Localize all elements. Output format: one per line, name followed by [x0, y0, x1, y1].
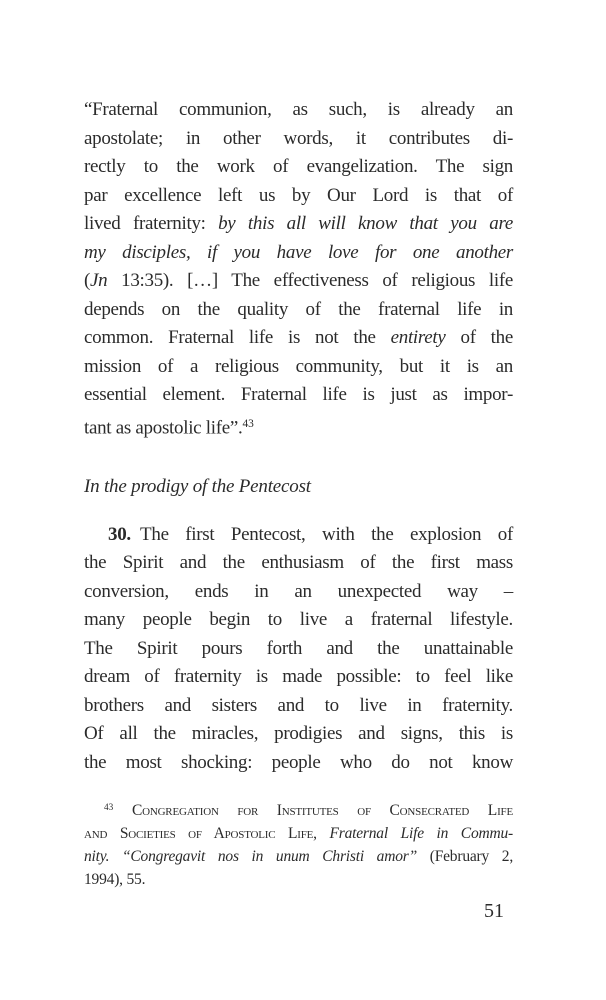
text-line [84, 606, 513, 635]
text-line [84, 153, 513, 182]
text-segment: par excellence left us by Our Lord is that of [84, 184, 513, 206]
text-line [84, 125, 513, 154]
text-segment: by this all will know that you are [218, 213, 513, 234]
text-segment: (February 2, [417, 848, 514, 866]
text-segment: many people begin to live a fraternal lifestyle. [84, 609, 513, 631]
text-segment: rectly to the work of evangelization. The sign [84, 156, 513, 177]
text-line [84, 720, 513, 749]
text-segment: 13:35). […] The effectiveness of religious life [107, 270, 513, 291]
text-line [84, 521, 513, 550]
text-segment: Fraternal Life in Commu- [329, 825, 513, 843]
text-line [84, 239, 513, 268]
text-segment: , [313, 825, 330, 843]
text-line [84, 822, 513, 845]
quote-paragraph [84, 96, 513, 442]
footnote [84, 797, 513, 891]
text-segment: tant as apostolic life”. [84, 416, 243, 438]
text-line [84, 578, 513, 607]
paragraph-30 [84, 521, 513, 778]
text-segment: Of all the miracles, prodigies and signs, this is [84, 723, 513, 745]
text-line [84, 210, 513, 239]
text-line [84, 692, 513, 721]
text-segment: entirety [390, 327, 446, 348]
text-line [84, 324, 513, 353]
text-segment: 43 [104, 803, 114, 814]
text-segment: The first Pentecost, with the explosion of [130, 523, 513, 545]
text-line [84, 749, 513, 778]
text-line [84, 353, 513, 382]
text-segment: 43 [242, 417, 254, 430]
text-line [84, 182, 513, 211]
text-segment: common. Fraternal life is not the [84, 327, 391, 348]
text-line [84, 549, 513, 578]
text-segment: “Fraternal communion, as such, is already an [84, 99, 513, 120]
text-segment: apostolate; in other words, it contributes di- [84, 127, 513, 149]
text-line [84, 663, 513, 692]
text-segment: essential element. Fraternal life is just as impor- [84, 384, 513, 405]
text-line [84, 635, 513, 664]
text-segment: mission of a religious community, but it is an [84, 355, 513, 377]
text-segment: nity. “Congregavit nos in unum Christi amor” [84, 848, 418, 866]
text-line [84, 797, 513, 822]
text-segment: Congregation for Institutes of Consecrated Life [131, 802, 513, 820]
text-segment: of the [445, 327, 513, 348]
text-line [84, 845, 513, 868]
text-line [84, 267, 513, 296]
text-segment: the Spirit and the enthusiasm of the first mass [84, 552, 513, 574]
text-segment: 1994), 55. [84, 871, 146, 889]
text-segment: my disciples, if you have love for one another [84, 241, 513, 263]
text-segment [113, 802, 132, 819]
text-line [84, 296, 513, 325]
text-line [84, 96, 513, 125]
text-segment: 30. [108, 523, 131, 545]
text-block [84, 96, 513, 891]
text-segment: The Spirit pours forth and the unattainable [84, 637, 513, 659]
text-line [84, 868, 513, 891]
text-segment: brothers and sisters and to live in fraternity. [84, 694, 513, 716]
text-segment: depends on the quality of the fraternal life in [84, 298, 513, 320]
text-line [84, 381, 513, 410]
text-segment: and Societies of Apostolic Life [84, 825, 314, 843]
text-segment: Jn [90, 270, 108, 291]
text-segment: ( [84, 270, 91, 291]
page-number: 51 [484, 900, 504, 922]
text-line [84, 410, 513, 443]
section-heading: In the prodigy of the Pentecost [84, 476, 311, 498]
text-segment: the most shocking: people who do not know [84, 751, 513, 773]
text-segment: dream of fraternity is made possible: to feel like [84, 666, 513, 688]
text-segment: lived fraternity: [84, 213, 219, 234]
text-segment: conversion, ends in an unexpected way – [84, 580, 513, 602]
